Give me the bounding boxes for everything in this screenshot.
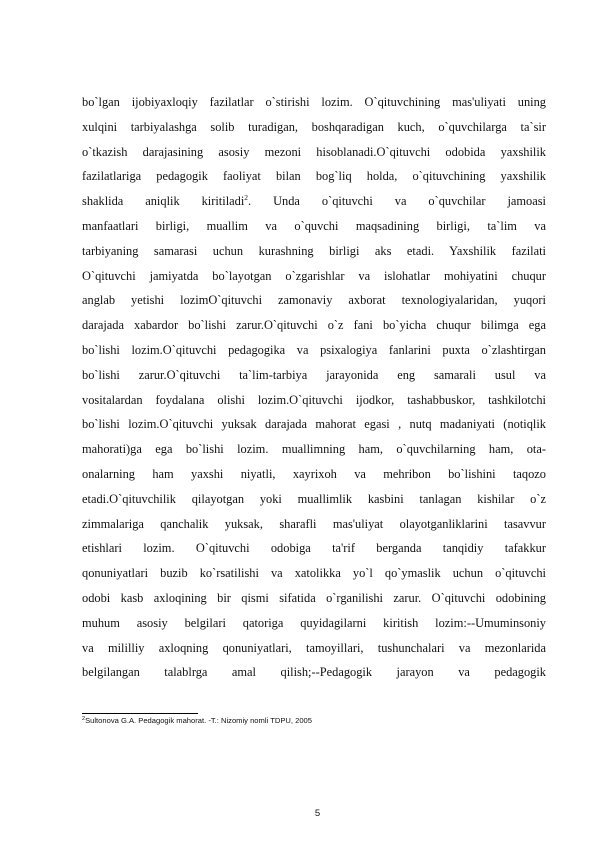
text-line-20: qonuniyatlari buzib ko`rsatilishi va xatolikka yo`l qo`ymaslik uchun o`qituvchi <box>82 566 546 581</box>
text-line-4: fazilatlariga pedagogik faoliyat bilan bog`liq holda, o`qituvchining yaxshilik <box>82 169 546 184</box>
text-line-16: onalarning ham yaxshi niyatli, xayrixoh va mehribon bo`lishini taqozo <box>82 466 546 481</box>
footnote-text: Sultonova G.A. Pedagogik mahorat. -T.: Nizomiy nomli TDPU, 2005 <box>85 716 312 725</box>
text-line-10: darajada xabardor bo`lishi zarur.O`qituvchi o`z fani bo`yicha chuqur bilimga ega <box>82 318 546 333</box>
text-line-21: odobi kasb axloqining bir qismi sifatida o`rganilishi zarur. O`qituvchi odobining <box>82 590 546 605</box>
text-line-11: bo`lishi lozim.O`qituvchi pedagogika va psixalogiya fanlarini puxta o`zlashtirgan <box>82 342 546 357</box>
text-line-3: o`tkazish darajasining asosiy mezoni hisoblanadi.O`qituvchi odobida yaxshilik <box>82 144 546 159</box>
text-line-5-end: . Unda o`qituvchi va o`quvchilar jamoasi <box>248 194 546 209</box>
text-line-6: manfaatlari birligi, muallim va o`quvchi maqsadining birligi, ta`lim va <box>82 218 546 233</box>
page-number: 5 <box>314 808 321 819</box>
body-text <box>82 93 546 688</box>
text-line-13: vositalardan foydalana olishi lozim.O`qituvchi ijodkor, tashabbuskor, tashkilotchi <box>82 392 546 407</box>
text-line-7: tarbiyaning samarasi uchun kurashning birligi aks etadi. Yaxshilik fazilati <box>82 243 546 258</box>
text-line-22: muhum asosiy belgilari qatoriga quyidagilarni kiritish lozim:--Umuminsoniy <box>82 615 546 630</box>
text-line-18: zimmalariga qanchalik yuksak, sharafli mas'uliyat olayotganliklarini tasavvur <box>82 516 546 531</box>
text-line-23: va mililliy axloqning qonuniyatlari, tamoyillari, tushunchalari va mezonlarida <box>82 640 546 655</box>
text-line-12: bo`lishi zarur.O`qituvchi ta`lim-tarbiya jarayonida eng samarali usul va <box>82 367 546 382</box>
text-line-2: xulqini tarbiyalashga solib turadigan, boshqaradigan kuch, o`quvchilarga ta`sir <box>82 119 546 134</box>
text-line-19: etishlari lozim. O`qituvchi odobiga ta'rif berganda tanqidiy tafakkur <box>82 541 546 556</box>
text-line-24: belgilangan talablrga amal qilish;--Pedagogik jarayon va pedagogik <box>82 665 546 680</box>
footnote-number: 2 <box>82 716 86 722</box>
text-line-14: bo`lishi lozim.O`qituvchi yuksak darajada mahorat egasi , nutq madaniyati (notiqlik <box>82 417 546 432</box>
text-line-5-start: shaklida aniqlik kiritiladi <box>82 194 245 209</box>
text-line-17: etadi.O`qituvchilik qilayotgan yoki muallimlik kasbini tanlagan kishilar o`z <box>82 491 546 506</box>
text-line-5 <box>82 192 546 217</box>
text-line-1: bo`lgan ijobiyaxloqiy fazilatlar o`stirishi lozim. O`qituvchining mas'uliyati uning <box>82 95 546 109</box>
footnote <box>82 714 312 726</box>
text-line-8: O`qituvchi jamiyatda bo`layotgan o`zgarishlar va islohatlar mohiyatini chuqur <box>82 268 546 283</box>
footnote-reference: 2 <box>244 193 249 203</box>
text-line-15: mahorati)ga ega bo`lishi lozim. muallimning ham, o`quvchilarning ham, ota- <box>82 442 546 457</box>
text-line-9: anglab yetishi lozimO`qituvchi zamonaviy axborat texnologiyalaridan, yuqori <box>82 293 546 308</box>
